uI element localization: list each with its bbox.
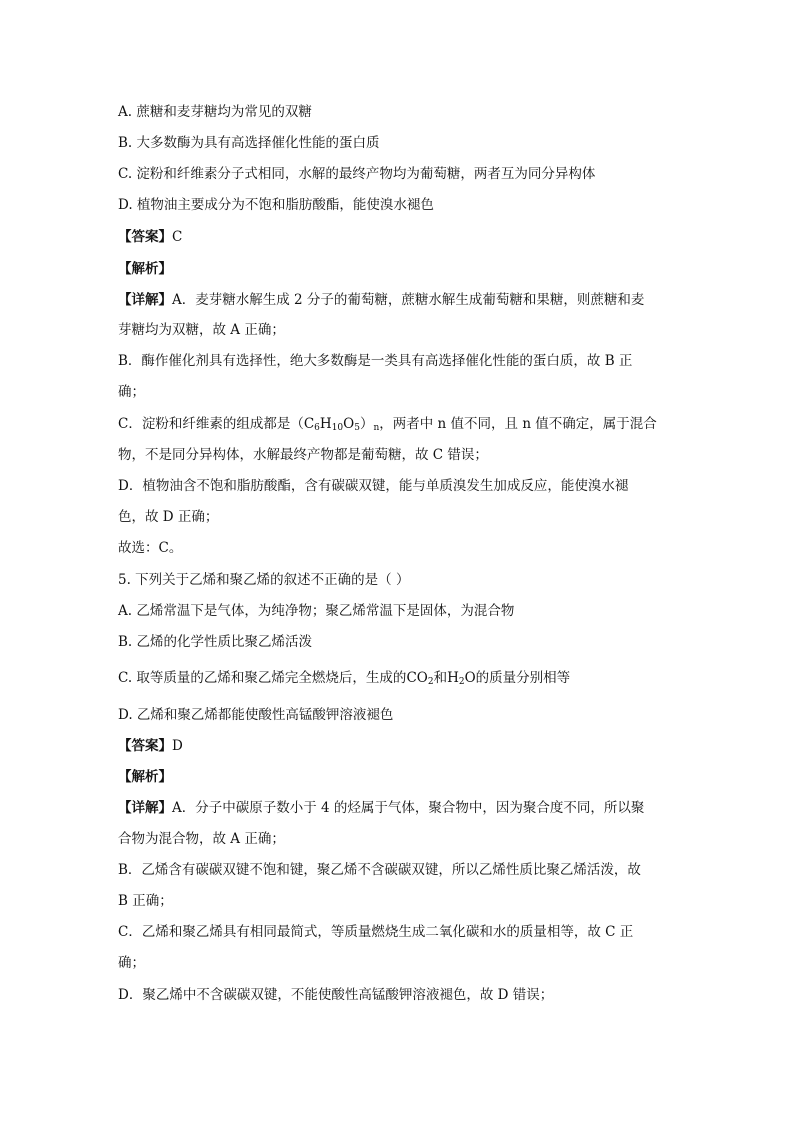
q4-option-c: C. 淀粉和纤维素分子式相同，水解的最终产物均为葡萄糖，两者互为同分异构体	[118, 166, 596, 182]
detail-label: 【详解】	[118, 800, 172, 816]
text-segment: O	[343, 416, 355, 432]
answer-label: 【答案】	[118, 738, 172, 754]
q5-option-c	[118, 668, 678, 688]
formula-h2o: H	[447, 670, 459, 686]
subscript: 2	[427, 677, 434, 687]
q4-detail-d-line2: 色，故 D 正确；	[118, 509, 219, 525]
q5-detail-c-line1: C．乙烯和聚乙烯具有相同最简式，等质量燃烧生成二氧化碳和水的质量相等，故 C 正	[118, 924, 634, 940]
text-segment: ）	[359, 416, 374, 432]
q4-detail-c-line1	[118, 414, 678, 434]
answer-value: D	[172, 738, 183, 754]
subscript: 6	[314, 423, 320, 433]
q5-detail-a-line2: 合物为混合物，故 A 正确；	[118, 831, 285, 847]
q4-conclusion: 故选：C。	[118, 540, 183, 556]
text-segment: O	[464, 670, 476, 686]
text-segment: 的质量分别相等	[475, 670, 571, 686]
subscript: 2	[458, 677, 465, 687]
answer-label: 【答案】	[118, 229, 172, 245]
q4-answer	[118, 227, 678, 247]
subscript: 5	[354, 423, 360, 433]
q5-detail-a-line1	[118, 798, 678, 818]
q5-stem: 5. 下列关于乙烯和聚乙烯的叙述不正确的是（ ）	[118, 572, 410, 588]
q4-detail-b-line2: 确；	[118, 384, 145, 400]
q5-detail-b-line2: B 正确；	[118, 893, 173, 909]
detail-text: A．分子中碳原子数小于 4 的烃属于气体，聚合物中，因为聚合度不同，所以聚	[172, 800, 645, 816]
q4-detail-c-line2: 物，不是同分异构体，水解最终产物都是葡萄糖，故 C 错误；	[118, 447, 488, 463]
q5-detail-b-line1: B．乙烯含有碳碳双键不饱和键，聚乙烯不含碳碳双键，所以乙烯性质比聚乙烯活泼，故	[118, 862, 641, 878]
q5-option-a: A. 乙烯常温下是气体，为纯净物；聚乙烯常温下是固体，为混合物	[118, 603, 515, 619]
q4-detail-b-line1: B．酶作催化剂具有选择性，绝大多数酶是一类具有高选择催化性能的蛋白质，故 B 正	[118, 353, 633, 369]
subscript: n	[373, 423, 380, 433]
q4-analysis-label: 【解析】	[118, 261, 172, 277]
q4-detail-a-line1	[118, 290, 678, 310]
subscript: 10	[331, 423, 344, 433]
text-segment: 和	[433, 670, 448, 686]
q4-detail-d-line1: D．植物油含不饱和脂肪酸酯，含有碳碳双键，能与单质溴发生加成反应，能使溴水褪	[118, 478, 629, 494]
q4-option-d: D. 植物油主要成分为不饱和脂肪酸酯，能使溴水褪色	[118, 197, 434, 213]
q5-detail-c-line2: 确；	[118, 955, 145, 971]
q4-detail-a-line2: 芽糖均为双糖，故 A 正确；	[118, 322, 285, 338]
detail-text: A．麦芽糖水解生成 2 分子的葡萄糖，蔗糖水解生成葡萄糖和果糖，则蔗糖和麦	[172, 292, 645, 308]
q4-option-a: A. 蔗糖和麦芽糖均为常见的双糖	[118, 104, 312, 120]
q5-option-d: D. 乙烯和聚乙烯都能使酸性高锰酸钾溶液褪色	[118, 707, 394, 723]
q4-option-b: B. 大多数酶为具有高选择催化性能的蛋白质	[118, 135, 380, 151]
q5-answer	[118, 736, 678, 756]
answer-value: C	[172, 229, 183, 245]
q5-analysis-label: 【解析】	[118, 769, 172, 785]
q5-detail-d-line1: D．聚乙烯中不含碳碳双键，不能使酸性高锰酸钾溶液褪色，故 D 错误；	[118, 987, 554, 1003]
text-segment: C．淀粉和纤维素的组成都是（C	[118, 416, 315, 432]
text-segment: C. 取等质量的乙烯和聚乙烯完全燃烧后，生成的	[118, 670, 407, 686]
q5-option-b: B. 乙烯的化学性质比聚乙烯活泼	[118, 634, 313, 650]
text-segment: ，两者中 n 值不同，且 n 值不确定，属于混合	[379, 416, 657, 432]
text-segment: H	[319, 416, 332, 432]
formula-co2: CO	[406, 670, 428, 686]
detail-label: 【详解】	[118, 292, 172, 308]
